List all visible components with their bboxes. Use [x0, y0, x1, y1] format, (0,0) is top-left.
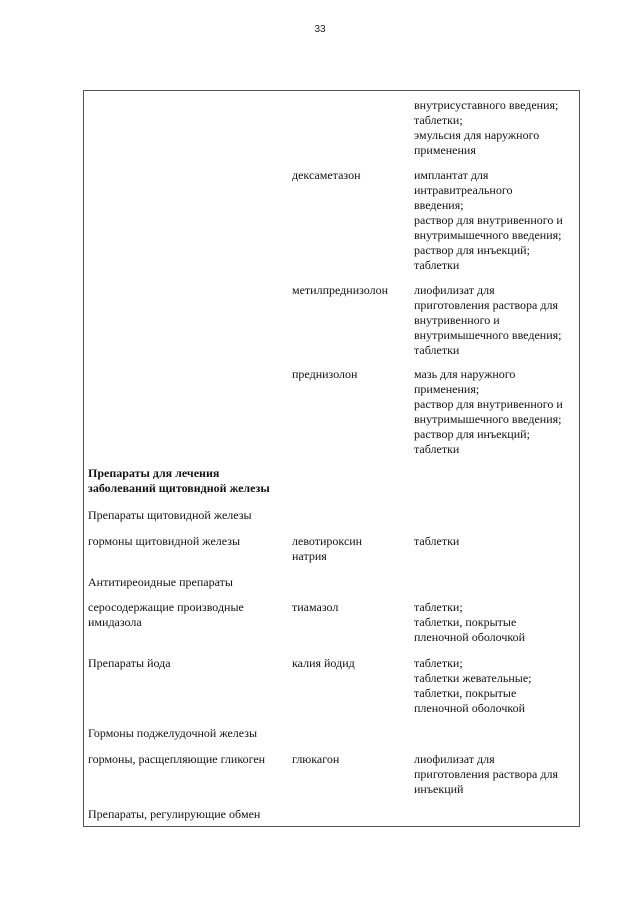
drug-name-cell: калия йодид: [292, 656, 355, 670]
form-cell: таблетки; таблетки, покрытые пленочной оболочкой: [414, 600, 526, 644]
section-heading: Препараты для лечения заболеваний щитовидной железы: [88, 466, 270, 495]
form-cell: мазь для наружного применения; раствор для внутривенного и внутримышечного введения; раствор для инъекций; таблетки: [414, 367, 563, 456]
form-cell: лиофилизат для приготовления раствора для внутривенного и внутримышечного введения; таблетки: [414, 283, 562, 357]
drug-name-cell: дексаметазон: [292, 168, 361, 182]
form-cell: таблетки; таблетки жевательные; таблетки, покрытые пленочной оболочкой: [414, 656, 532, 715]
group-cell: Гормоны поджелудочной железы: [88, 726, 258, 740]
form-cell: таблетки: [414, 534, 460, 548]
group-cell: Препараты йода: [88, 656, 171, 670]
drug-name-cell: метилпреднизолон: [292, 283, 389, 297]
group-cell: гормоны щитовидной железы: [88, 534, 241, 548]
drug-name-cell: тиамазол: [292, 600, 339, 614]
form-cell: лиофилизат для приготовления раствора для инъекций: [414, 752, 558, 796]
group-cell: Антитиреоидные препараты: [88, 575, 233, 589]
page-number: 33: [314, 24, 326, 35]
form-cell: внутрисуставного введения; таблетки; эмульсия для наружного применения: [414, 98, 559, 157]
group-cell: Препараты, регулирующие обмен: [88, 807, 261, 821]
group-cell: гормоны, расщепляющие гликоген: [88, 752, 266, 766]
group-cell: серосодержащие производные имидазола: [88, 600, 244, 629]
drug-name-cell: преднизолон: [292, 367, 358, 381]
drug-name-cell: глюкагон: [292, 752, 340, 766]
drug-name-cell: левотироксин натрия: [292, 534, 363, 563]
group-cell: Препараты щитовидной железы: [88, 508, 252, 522]
form-cell: имплантат для интравитреального введения; раствор для внутривенного и внутримышечного введения; раствор для инъекций; таблетки: [414, 168, 563, 272]
